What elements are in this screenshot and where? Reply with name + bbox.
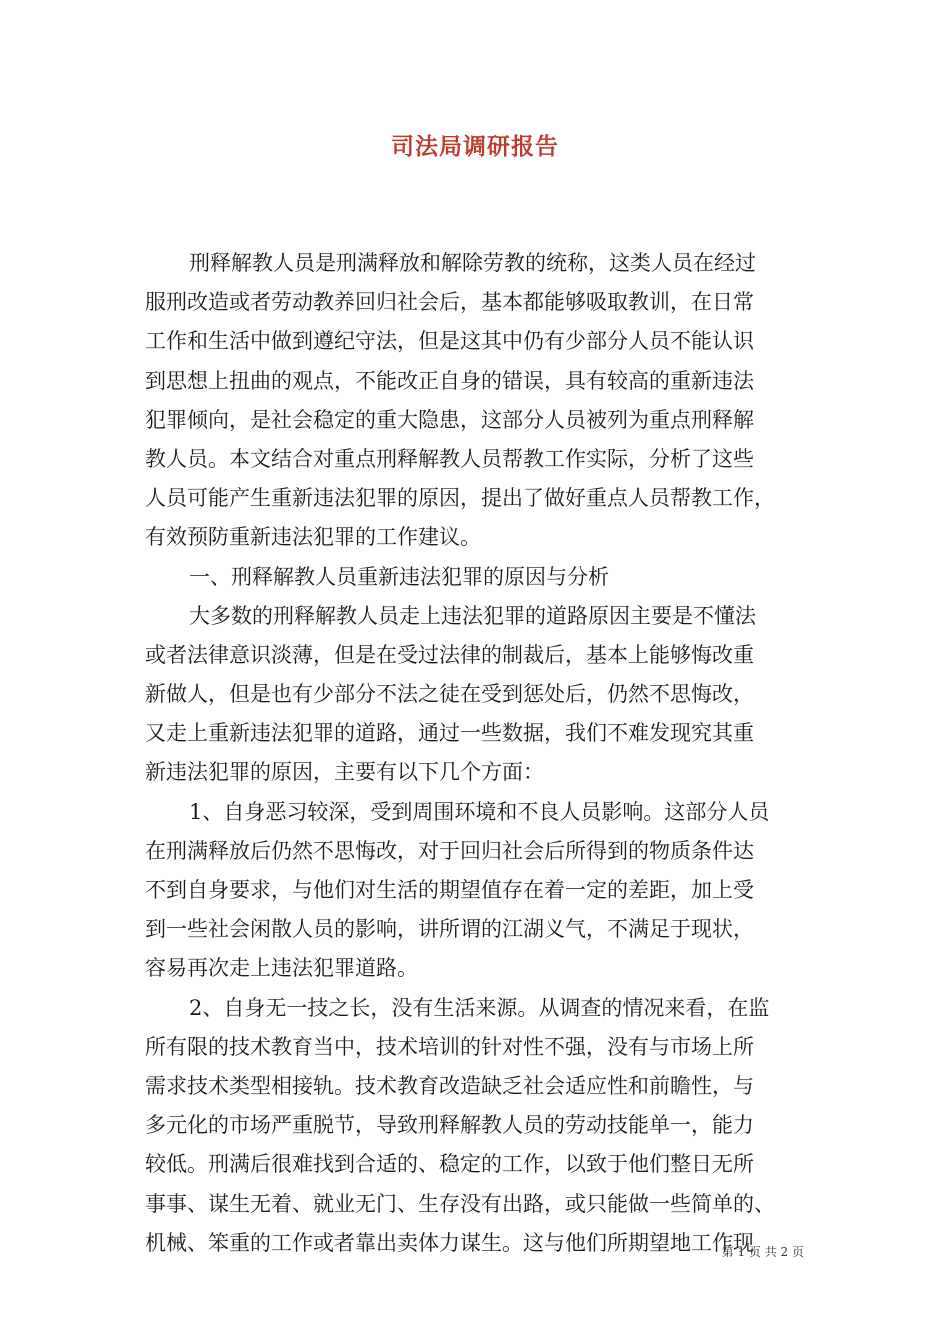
text-line: 多元化的市场严重脱节，导致刑释解教人员的劳动技能单一，能力: [145, 1113, 754, 1138]
text-line: 又走上重新违法犯罪的道路，通过一些数据，我们不难发现究其重: [145, 721, 754, 746]
text-line: 1、自身恶习较深，受到周围环境和不良人员影响。这部分人员: [189, 799, 770, 824]
text-line: 新做人，但是也有少部分不法之徒在受到惩处后，仍然不思悔改，: [145, 682, 754, 707]
text-line: 容易再次走上违法犯罪道路。: [145, 956, 418, 981]
text-line: 所有限的技术教育当中，技术培训的针对性不强，没有与市场上所: [145, 1034, 754, 1059]
text-line: 到思想上扭曲的观点，不能改正自身的错误，具有较高的重新违法: [145, 368, 754, 393]
text-line: 犯罪倾向，是社会稳定的重大隐患，这部分人员被列为重点刑释解: [145, 407, 754, 432]
text-line: 或者法律意识淡薄，但是在受过法律的制裁后，基本上能够悔改重: [145, 642, 754, 667]
section-heading: 一、刑释解教人员重新违法犯罪的原因与分析: [189, 564, 609, 589]
text-line: 机械、笨重的工作或者靠出卖体力谋生。这与他们所期望地工作现: [145, 1230, 754, 1255]
page-number-footer: 第 1 页 共 2 页: [721, 1245, 804, 1259]
text-line: 事事、谋生无着、就业无门、生存没有出路，或只能做一些简单的、: [145, 1191, 775, 1216]
text-line: 需求技术类型相接轨。技术教育改造缺乏社会适应性和前瞻性，与: [145, 1073, 754, 1098]
text-line: 有效预防重新违法犯罪的工作建议。: [145, 525, 481, 550]
text-line: 人员可能产生重新违法犯罪的原因，提出了做好重点人员帮教工作，: [145, 486, 775, 511]
text-line: 服刑改造或者劳动教养回归社会后，基本都能够吸取教训，在日常: [145, 290, 754, 315]
text-line: 较低。刑满后很难找到合适的、稳定的工作，以致于他们整日无所: [145, 1152, 754, 1177]
document-title: 司法局调研报告: [391, 133, 559, 160]
text-line: 到一些社会闲散人员的影响，讲所谓的江湖义气，不满足于现状，: [145, 917, 754, 942]
text-line: 工作和生活中做到遵纪守法，但是这其中仍有少部分人员不能认识: [145, 329, 754, 354]
text-line: 教人员。本文结合对重点刑释解教人员帮教工作实际，分析了这些: [145, 446, 754, 471]
text-line: 新违法犯罪的原因，主要有以下几个方面：: [145, 760, 544, 785]
text-line: 不到自身要求，与他们对生活的期望值存在着一定的差距，加上受: [145, 878, 754, 902]
text-line: 大多数的刑释解教人员走上违法犯罪的道路原因主要是不懂法: [189, 603, 756, 628]
document-body: [145, 244, 809, 1263]
text-line: 刑释解教人员是刑满释放和解除劳教的统称，这类人员在经过: [189, 251, 756, 275]
text-line: 在刑满释放后仍然不思悔改，对于回归社会后所得到的物质条件达: [145, 838, 754, 863]
text-line: 2、自身无一技之长，没有生活来源。从调查的情况来看，在监: [189, 995, 770, 1020]
